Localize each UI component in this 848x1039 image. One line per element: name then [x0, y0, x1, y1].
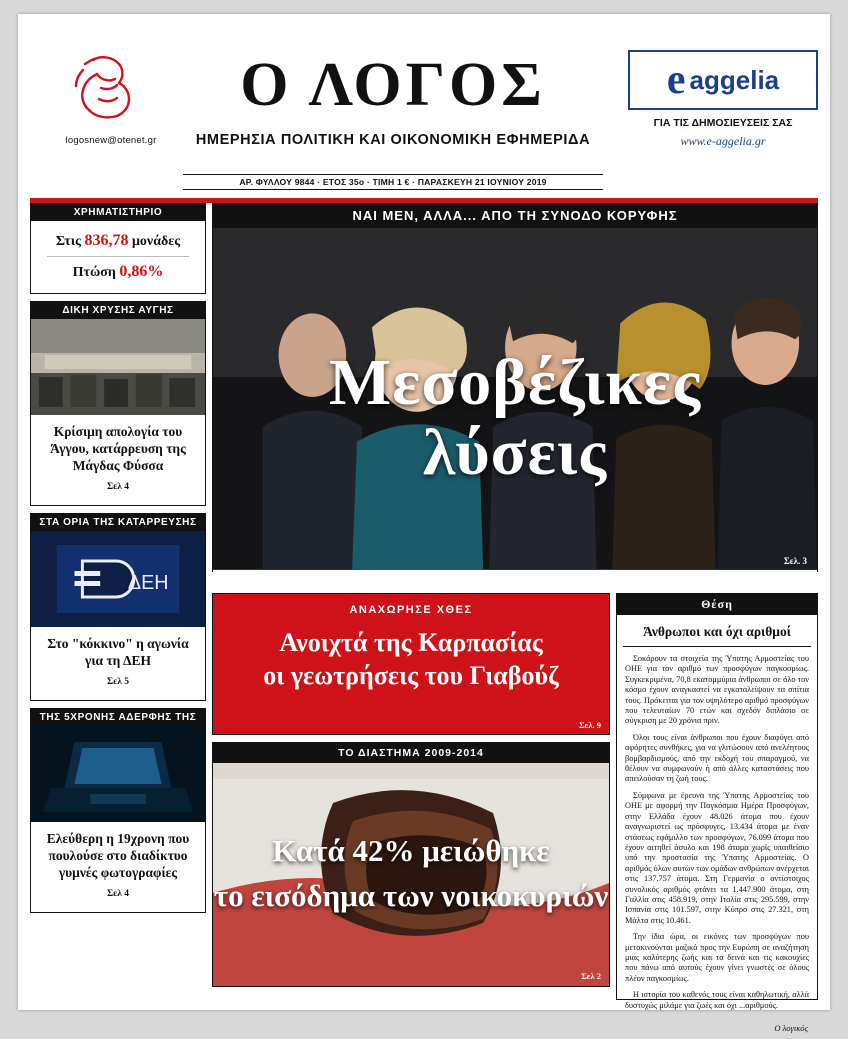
stock-market-box: [30, 203, 206, 294]
stock-index-suffix: μονάδες: [132, 234, 181, 249]
ad-tagline: ΓΙΑ ΤΙΣ ΔΗΜΟΣΙΕΥΣΕΙΣ ΣΑΣ: [653, 117, 793, 129]
stock-change-value: 0,86%: [119, 263, 164, 280]
front-page: [18, 14, 830, 1033]
stock-market-body: [31, 221, 205, 293]
laptop-photo: [31, 726, 205, 822]
income-headline: [213, 828, 609, 918]
sidebar-story-page: Σελ 5: [106, 677, 130, 687]
courtroom-photo: [31, 319, 205, 415]
publisher-logo-block: [36, 52, 186, 146]
sidebar-story-caption-text: Ελεύθερη η 19χρονη που πουλούσε στο διαδίκτυο γυμνές φωτογραφίες: [46, 831, 190, 880]
advertisement-block[interactable]: [628, 50, 818, 149]
opinion-paragraph: Σύμφωνα με έρευνα της Ύπατης Αρμοστείας του ΟΗΕ με αφορμή την Παγκόσμια Ημέρα Προσφύγων, στην Ελλάδα έχουν 48.026 άτομα που έχουν αναγνωριστεί ως πρόσφυγες, 13.434 άτομα με έναν στάσεως εφάμιλλο των προσφύγων, 76.099 άτομα που έχουν αιτηθεί άσυλο και 198 άτομα χωρίς υπαιθείσιο υπό την προστασία της Ύπατης Αρμοστείας. Ο αριθμός όλων αυτών των ομάδων ανθρώπων ανέρχεται στις 137.757 άτομα. Στη Γερμανία ο αντίστοιχος συνολικός αριθμός φτάνει τα 1.447.900 άτομα, στη Γαλλία στις 458.919, στην Ιταλία στις 295.599, στην Ισπανία στις 101.597, στην Κύπρο στις 27.321, στη Μάλτα στις 10.461.: [625, 790, 809, 925]
sidebar-story-header: ΔΙΚΗ ΧΡΥΣΗΣ ΑΥΓΗΣ: [31, 302, 205, 319]
income-kicker: ΤΟ ΔΙΑΣΤΗΜΑ 2009-2014: [213, 743, 609, 763]
stock-change-prefix: Πτώση: [72, 265, 116, 280]
income-story[interactable]: [212, 742, 610, 987]
stock-index-prefix: Στις: [55, 234, 81, 249]
page-content: [30, 203, 818, 1033]
dei-sign-photo: [31, 531, 205, 627]
sidebar-story-header: ΣΤΑ ΟΡΙΑ ΤΗΣ ΚΑΤΑΡΡΕΥΣΗΣ: [31, 514, 205, 531]
opinion-column: [616, 593, 818, 1033]
opinion-title: Άνθρωποι και όχι αριθμοί: [623, 615, 811, 647]
svg-text:ΔΕΗ: ΔΕΗ: [127, 571, 169, 595]
opinion-paragraph: Την ίδια ώρα, οι εικόνες των προσφύγων που μετακινούνται μαζικά προς την Ευρώπη σε αναζήτηση μιας καλύτερης ζωής και τα δεινά και τις κακουχίες που πάνω από αυτούς έχουν γίνει γνωστές σε όλους πλέον παγκοσμίως.: [625, 932, 809, 983]
opinion-paragraph: Όλοι τους είναι άνθρωποι που έχουν διαφύγει από αφόρητες συνθήκες, για να γλιτώσουν από ανελέητους βομβαρδισμούς, από την εκδοχή του σπαραγμού, να θέλουν να συμφωνούν ή από άλλες καταστάσεις που απειλούσαν τη ζωή τους.: [625, 732, 809, 784]
sidebar-story-dei[interactable]: [30, 513, 206, 701]
title-block: [183, 51, 603, 148]
sidebar-story-caption-text: Κρίσιμη απολογία του Άγγου, κατάρρευση της Μάγδας Φύσσα: [50, 424, 186, 473]
income-headline-line1: Κατά 42% μειώθηκε: [272, 833, 550, 868]
sidebar-story-caption-text: Στο "κόκκινο" η αγωνία για τη ΔΕΗ: [47, 636, 189, 668]
sidebar-story-golden-dawn[interactable]: [30, 301, 206, 506]
karpasia-headline: [221, 626, 601, 692]
sidebar-story-teen[interactable]: [30, 708, 206, 913]
ad-logo-letter: e: [666, 57, 686, 103]
sidebar-story-caption: [31, 822, 205, 912]
paper-title: Ο ΛΟΓΟΣ: [240, 51, 546, 119]
opinion-body: [617, 647, 817, 1021]
sidebar-story-page: Σελ 4: [106, 482, 130, 492]
opinion-header: Θέση: [617, 594, 817, 615]
hero-headline: [213, 348, 817, 488]
opinion-paragraph: Η ιστορία του καθενός τους είναι καθηλωτική, αλλά δυστυχώς μιλάμε για ζωές και όχι ...αριθμούς.: [625, 990, 809, 1010]
stock-index-row: [37, 232, 199, 250]
income-page-ref: Σελ 2: [581, 971, 601, 981]
hero-page-ref: Σελ. 3: [783, 556, 807, 566]
karpasia-story[interactable]: [212, 593, 610, 735]
main-column: [212, 203, 818, 1033]
karpasia-headline-line1: Ανοιχτά της Καρπασίας: [279, 628, 543, 657]
hero-headline-line1: Μεσοβέζικες: [328, 346, 702, 419]
paper-subtitle: ΗΜΕΡΗΣΙΑ ΠΟΛΙΤΙΚΗ ΚΑΙ ΟΙΚΟΝΟΜΙΚΗ ΕΦΗΜΕΡΙΔΑ: [195, 132, 591, 148]
sidebar-story-caption: [31, 415, 205, 505]
stock-change-row: [37, 263, 199, 281]
karpasia-kicker: ΑΝΑΧΩΡΗΣΕ ΧΘΕΣ: [349, 604, 473, 616]
issue-info: ΑΡ. ΦΥΛΛΟΥ 9844 · ΕΤΟΣ 35ο · ΤΙΜΗ 1 € · ΠΑΡΑΣΚΕΥΗ 21 ΙΟΥΝΙΟΥ 2019: [183, 174, 603, 190]
ad-url[interactable]: www.e-aggelia.gr: [680, 134, 766, 148]
lower-section: [212, 593, 818, 1033]
ad-logo: [628, 50, 818, 110]
sidebar-story-caption: [31, 627, 205, 700]
ad-logo-word: aggelia: [689, 64, 780, 95]
stock-market-header: ΧΡΗΜΑΤΙΣΤΗΡΙΟ: [31, 204, 205, 221]
karpasia-page-ref: Σελ. 9: [579, 720, 601, 730]
lower-left-column: [212, 593, 610, 1000]
left-sidebar: [30, 203, 206, 1000]
sidebar-story-header: ΤΗΣ 5ΧΡΟΝΗΣ ΑΔΕΡΦΗΣ ΤΗΣ: [31, 709, 205, 726]
opinion-signature: Ο λογικός: [774, 1023, 808, 1033]
masthead: [18, 14, 830, 192]
hero-headline-line2: λύσεις: [422, 416, 608, 489]
opinion-paragraph: Σοκάρουν τα στοιχεία της Ύπατης Αρμοστείας του ΟΗΕ για τον αριθμό των προσφύγων παγκοσμίως. Συγκεκριμένα, 70,8 εκατομμύρια άνθρωποι σε όλο τον κόσμο έχουν αναγκαστεί να εγκαταλείψουν τα σπίτια τους. Πρόκειται για τον υψηλότερο αριθμό προσφύγων που τελευταίων 70 ετών και σχεδόν διπλάσιο σε σύγκριση με 20 χρόνια πριν.: [625, 654, 809, 726]
hero-banner: ΝΑΙ ΜΕΝ, ΑΛΛΑ... ΑΠΟ ΤΗ ΣΥΝΟΔΟ ΚΟΡΥΦΗΣ: [212, 203, 818, 228]
stock-divider: [47, 256, 189, 257]
publisher-email: logosnew@otenet.gr: [65, 135, 157, 146]
income-headline-line2: το εισόδημα των νοικοκυριών: [213, 878, 609, 913]
logo-head-icon: [63, 52, 159, 124]
sidebar-story-page: Σελ 4: [106, 889, 130, 899]
karpasia-headline-line2: οι γεωτρήσεις του Γιαβούζ: [263, 661, 559, 690]
hero-story[interactable]: [212, 228, 818, 572]
stock-index-value: 836,78: [84, 232, 129, 249]
